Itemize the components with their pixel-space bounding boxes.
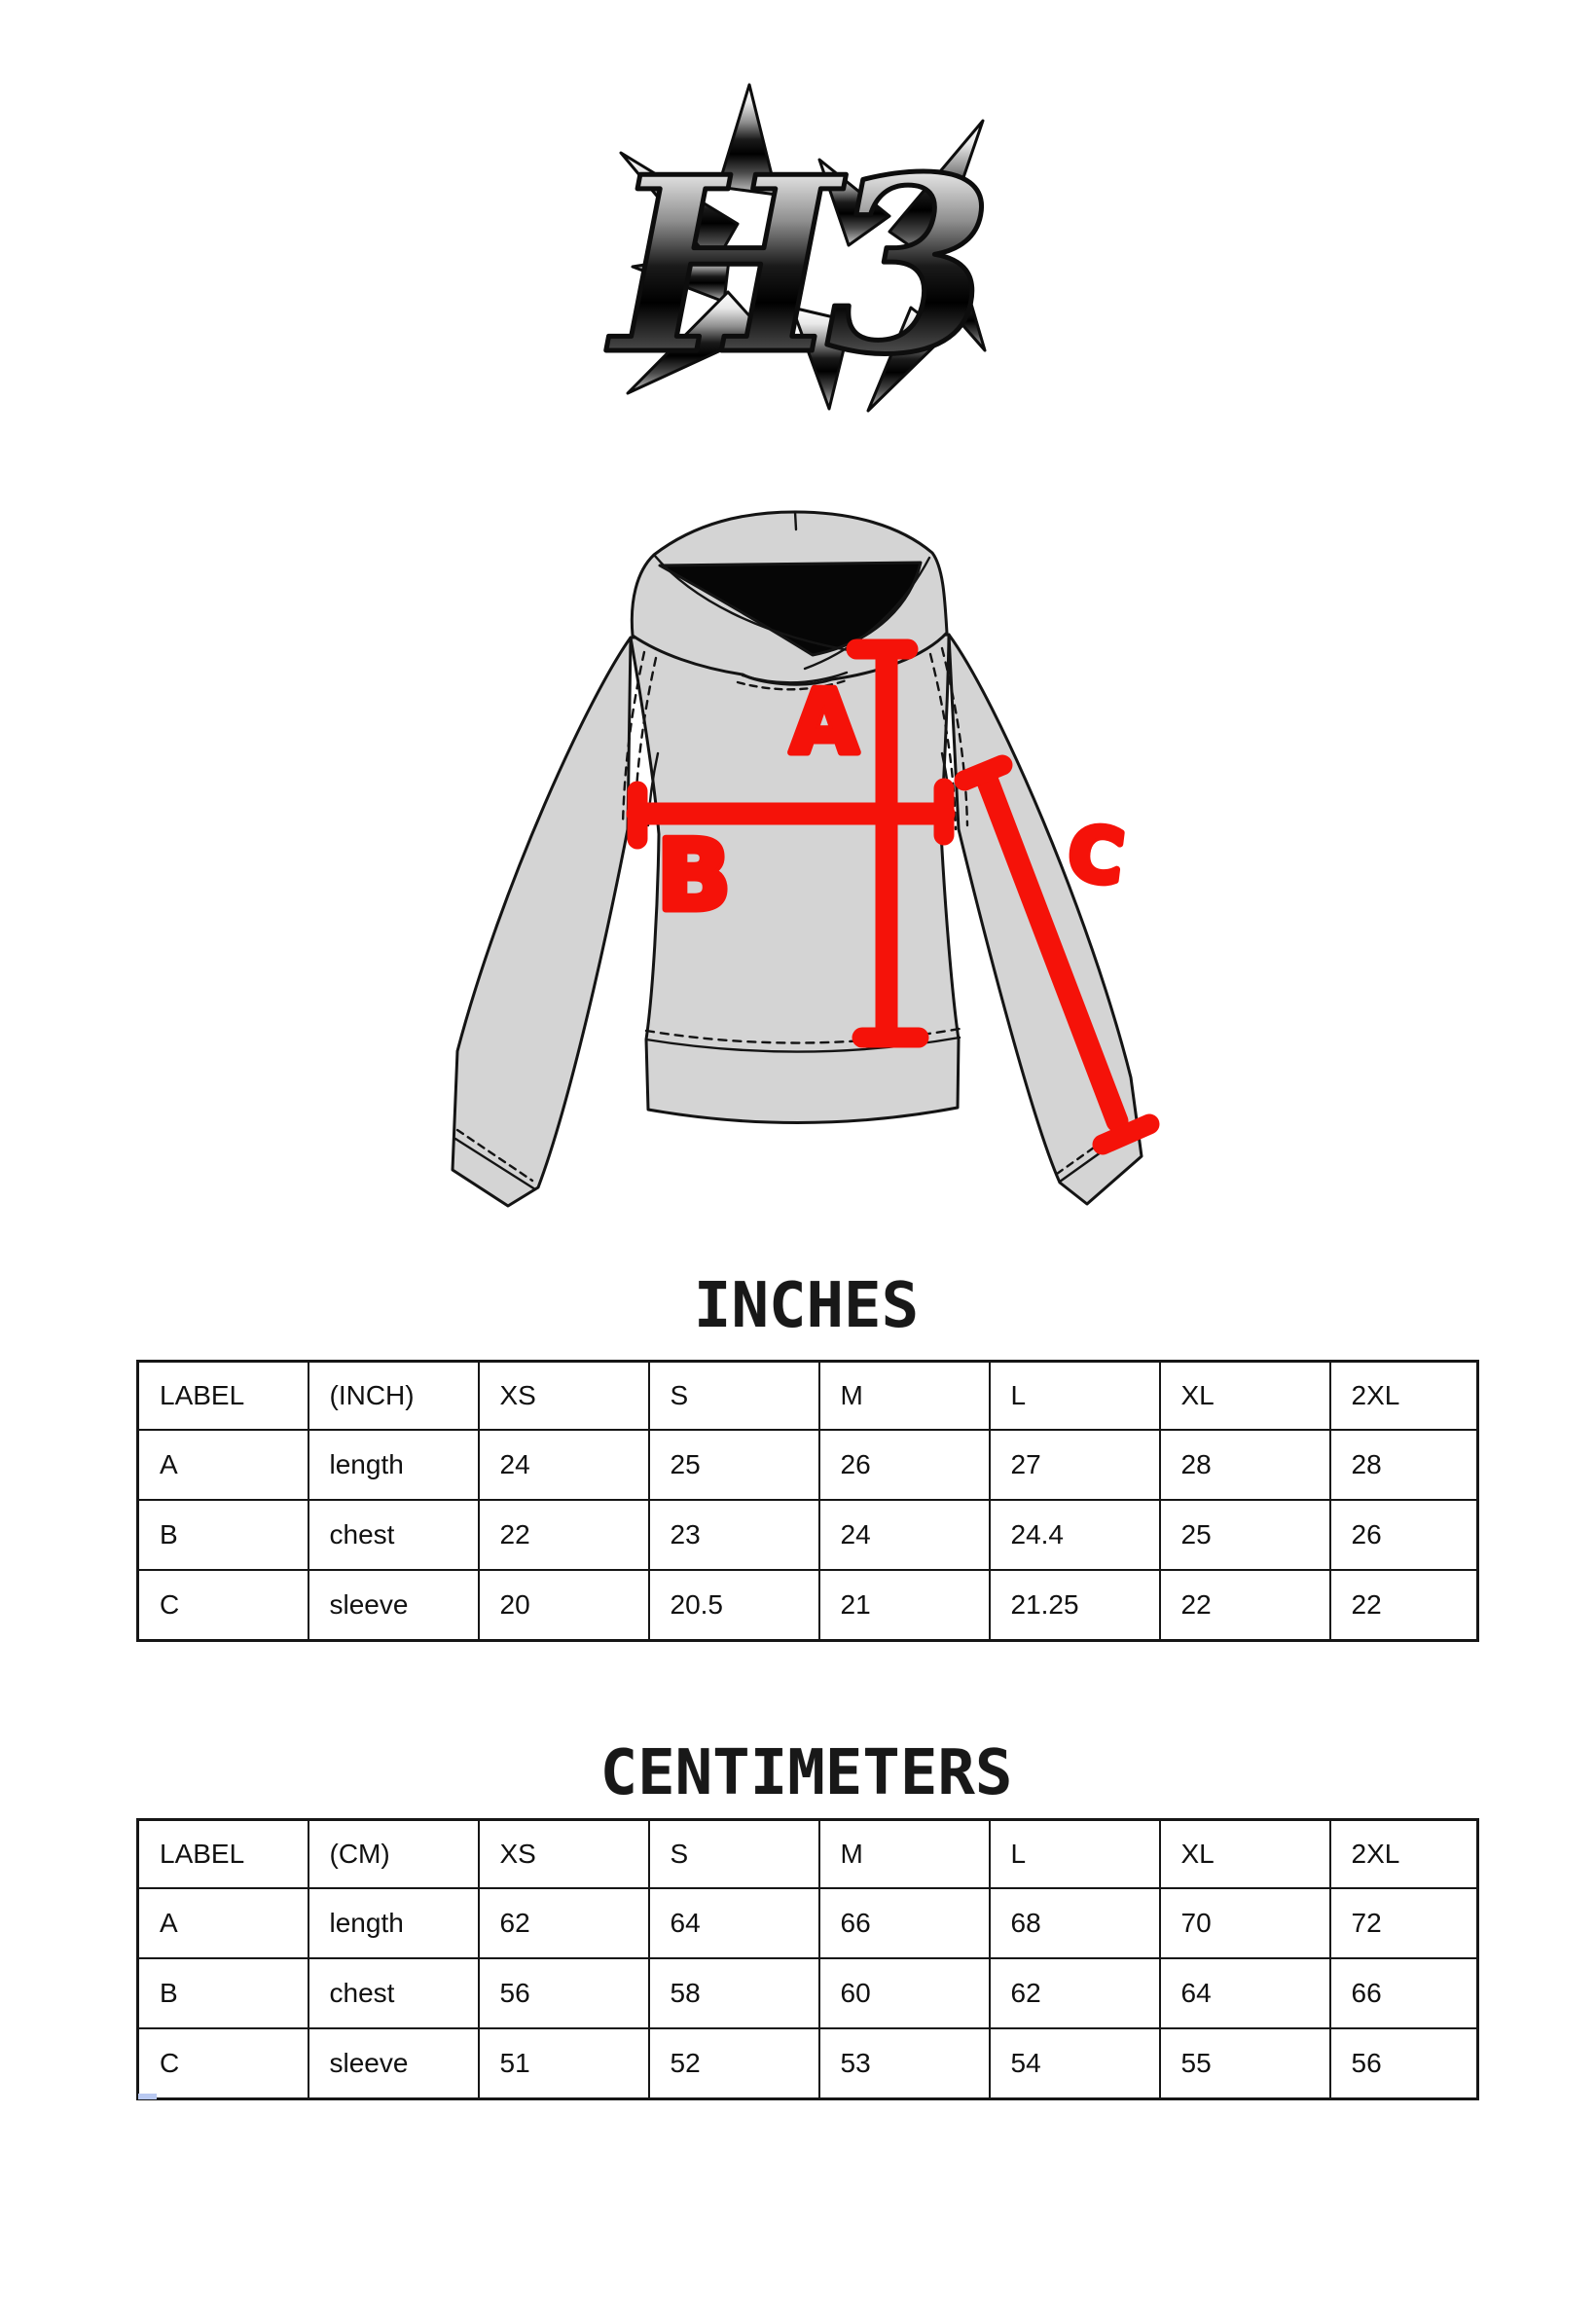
header-cell: (CM) xyxy=(308,1820,479,1889)
size-cell: 68 xyxy=(990,1888,1160,1958)
size-cell: B xyxy=(138,1500,308,1570)
size-cell: 64 xyxy=(1160,1958,1330,2028)
size-cell: 51 xyxy=(479,2028,649,2099)
label-c: C xyxy=(1064,808,1129,902)
size-cell: length xyxy=(308,1430,479,1500)
size-cell: chest xyxy=(308,1958,479,2028)
inches-title: INCHES xyxy=(693,1270,920,1342)
header-cell: S xyxy=(649,1362,819,1431)
size-cell: 24 xyxy=(819,1500,990,1570)
hoodie-left-sleeve xyxy=(453,638,631,1206)
size-cell: 58 xyxy=(649,1958,819,2028)
size-cell: 25 xyxy=(649,1430,819,1500)
selection-artifact xyxy=(138,2094,157,2099)
size-cell: A xyxy=(138,1430,308,1500)
size-cell: 53 xyxy=(819,2028,990,2099)
size-cell: 20 xyxy=(479,1570,649,1641)
size-cell: C xyxy=(138,2028,308,2099)
label-b: B xyxy=(656,819,732,932)
header-row xyxy=(138,1362,1478,1431)
size-cell: 24 xyxy=(479,1430,649,1500)
size-cell: 28 xyxy=(1160,1430,1330,1500)
header-cell: S xyxy=(649,1820,819,1889)
size-cell: 28 xyxy=(1330,1430,1478,1500)
hood-notch-line xyxy=(795,512,796,529)
header-cell: L xyxy=(990,1362,1160,1431)
size-cell: 21 xyxy=(819,1570,990,1641)
size-cell: A xyxy=(138,1888,308,1958)
size-cell: 64 xyxy=(649,1888,819,1958)
header-cell: XS xyxy=(479,1362,649,1431)
size-cell: 26 xyxy=(819,1430,990,1500)
size-cell: 56 xyxy=(479,1958,649,2028)
table-row xyxy=(138,2028,1478,2099)
size-cell: 20.5 xyxy=(649,1570,819,1641)
logo-text: H3 xyxy=(611,125,981,408)
size-cell: 22 xyxy=(479,1500,649,1570)
size-cell: C xyxy=(138,1570,308,1641)
measurement-cap-c-top xyxy=(964,765,1002,781)
centimeters-title: CENTIMETERS xyxy=(599,1737,1013,1809)
size-cell: 70 xyxy=(1160,1888,1330,1958)
table-row xyxy=(138,1888,1478,1958)
size-cell: 60 xyxy=(819,1958,990,2028)
size-cell: 22 xyxy=(1160,1570,1330,1641)
header-cell: 2XL xyxy=(1330,1820,1478,1889)
header-cell: (INCH) xyxy=(308,1362,479,1431)
size-cell: 72 xyxy=(1330,1888,1478,1958)
header-cell: M xyxy=(819,1820,990,1889)
size-cell: 24.4 xyxy=(990,1500,1160,1570)
size-cell: 22 xyxy=(1330,1570,1478,1641)
size-cell: 21.25 xyxy=(990,1570,1160,1641)
hoodie-graphic xyxy=(370,467,1226,1246)
size-cell: 66 xyxy=(819,1888,990,1958)
size-cell: 62 xyxy=(990,1958,1160,2028)
header-row xyxy=(138,1820,1478,1889)
size-cell: length xyxy=(308,1888,479,1958)
header-cell: M xyxy=(819,1362,990,1431)
size-cell: 27 xyxy=(990,1430,1160,1500)
header-cell: XL xyxy=(1160,1820,1330,1889)
size-cell: 56 xyxy=(1330,2028,1478,2099)
size-cell: 23 xyxy=(649,1500,819,1570)
size-cell: B xyxy=(138,1958,308,2028)
header-cell: 2XL xyxy=(1330,1362,1478,1431)
table-row xyxy=(138,1570,1478,1641)
hoodie-size-diagram xyxy=(370,467,1226,1246)
header-cell: L xyxy=(990,1820,1160,1889)
size-cell: sleeve xyxy=(308,1570,479,1641)
table-row xyxy=(138,1430,1478,1500)
size-cell: 52 xyxy=(649,2028,819,2099)
header-cell: XL xyxy=(1160,1362,1330,1431)
size-cell: sleeve xyxy=(308,2028,479,2099)
size-cell: 66 xyxy=(1330,1958,1478,2028)
table-row xyxy=(138,1958,1478,2028)
centimeters-table xyxy=(136,1818,1479,2100)
size-cell: chest xyxy=(308,1500,479,1570)
label-a: A xyxy=(790,672,858,774)
size-cell: 55 xyxy=(1160,2028,1330,2099)
size-cell: 26 xyxy=(1330,1500,1478,1570)
size-cell: 25 xyxy=(1160,1500,1330,1570)
brand-logo xyxy=(603,70,993,417)
table-row xyxy=(138,1500,1478,1570)
header-cell: XS xyxy=(479,1820,649,1889)
size-cell: 62 xyxy=(479,1888,649,1958)
h3-logo-graphic xyxy=(603,70,993,417)
header-cell: LABEL xyxy=(138,1820,308,1889)
inches-table xyxy=(136,1360,1479,1642)
header-cell: LABEL xyxy=(138,1362,308,1431)
size-cell: 54 xyxy=(990,2028,1160,2099)
